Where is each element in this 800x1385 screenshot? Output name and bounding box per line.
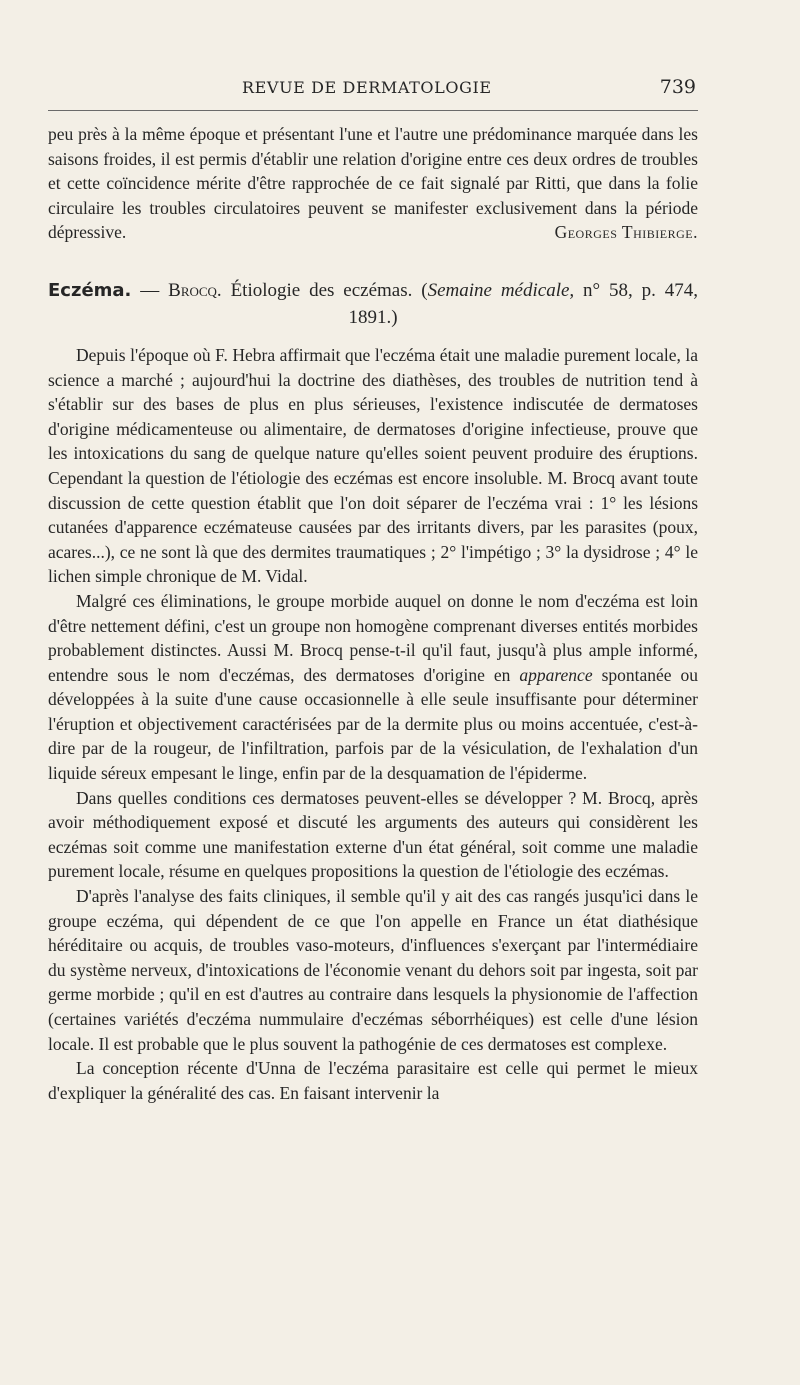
- page-number: 739: [659, 76, 696, 98]
- heading-dash: —: [140, 279, 160, 301]
- paragraph-2-end: spontanée ou développées à la suite d'une cause occasionnelle à elle seule insuffisante pour déterminer l'éruption et objectivement caractérisées par de la dermite plus ou moins accentuée, c'est-à-dire par de la rougeur, de l'infiltration, parfois par de la vésiculation, de l'exhalation d'un liquide séreux empesant le linge, enfin par de la desquamation de l'épiderme.: [48, 664, 699, 784]
- paragraph-3: Dans quelles conditions ces dermatoses peuvent-elles se développer ? M. Brocq, après avoir méthodiquement exposé et discuté les arguments des auteurs qui considèrent les eczémas soit comme une manifestation externe d'un état général, soit comme une maladie purement locale, résume en quelques propositions la question de l'étiologie des eczémas.: [48, 787, 698, 882]
- section-label: Eczéma.: [48, 279, 132, 301]
- paragraph-2-start: Malgré ces éliminations, le groupe morbide auquel on donne le nom d'eczéma est loin d'être nettement défini, c'est un groupe non homogène comprenant diverses entités morbides probablement distinctes. Aussi M. Brocq pense-t-il qu'il faut, jusqu'à plus ample informé, entendre sous le nom d'eczémas, des dermatoses d'origine en: [48, 590, 698, 685]
- previous-article-paragraph: peu près à la même époque et présentant l'une et l'autre une prédominance marquée dans les saisons froides, il est permis d'établir une relation d'origine entre ces deux ordres de troubles et cette coïncidence mérite d'être rapprochée de ce fait signalé par Ritti, que dans la folie circulaire les troubles circulatoires peuvent se manifester exclusivement dans la période dépressive.: [48, 124, 698, 243]
- paragraph-1: Depuis l'époque où F. Hebra affirmait que l'eczéma était une maladie purement locale, la science a marché ; aujourd'hui la doctrine des diathèses, des troubles de nutrition tend à s'établir sur des bases de plus en plus sérieuses, l'existence indiscutée de dermatoses d'origine médicamenteuse ou alimentaire, de dermatoses d'origine infectieuse, prouve que les intoxications du sang de quelque nature qu'elles soient peuvent produire des éruptions. Cependant la question de l'étiologie des eczémas est encore insoluble. M. Brocq avant toute discussion de cette question établit que l'on doit séparer de l'eczéma vrai : 1° les lésions cutanées d'apparence eczémateuse causées par des irritants divers, par les parasites (poux, acares...), ce ne sont là que des dermites traumatiques ; 2° l'impétigo ; 3° la dysidrose ; 4° le lichen simple chronique de M. Vidal.: [48, 344, 698, 587]
- citation-details: n° 58, p. 474, 1891.): [348, 279, 699, 328]
- running-title: REVUE DE DERMATOLOGIE: [242, 78, 492, 97]
- page: [48, 0, 698, 1385]
- running-head: [48, 74, 698, 104]
- header-rule: [48, 110, 698, 111]
- article-body: [48, 343, 698, 1105]
- journal-name: Semaine médicale,: [427, 279, 575, 301]
- article-heading: [48, 277, 698, 331]
- emphasized-word: apparence: [519, 664, 593, 685]
- article-title: Étiologie des eczémas.: [230, 279, 413, 301]
- paragraph-4: D'après l'analyse des faits cliniques, il semble qu'il y ait des cas rangés jusqu'ici dans le groupe eczéma, qui dépendent de ce que l'on appelle en France un état diathésique héréditaire ou acquis, de troubles vaso-moteurs, d'influences s'exerçant par l'intermédiaire du système nerveux, d'intoxications de l'économie venant du dehors soit par ingesta, soit par germe morbide ; qu'il en est d'autres au contraire dans lesquels la physionomie de l'affection (certaines variétés d'eczéma nummulaire d'eczémas séborrhéiques) est celle d'une lésion locale. Il est probable que le plus souvent la pathogénie de ces dermatoses est complexe.: [48, 886, 698, 1054]
- author-signature: Georges Thibierge.: [554, 222, 698, 243]
- paragraph-5: La conception récente d'Unna de l'eczéma parasitaire est celle qui permet le mieux d'expliquer la généralité des cas. En faisant intervenir la: [48, 1058, 698, 1103]
- paragraph-2: [48, 589, 698, 786]
- previous-article-text: [48, 122, 698, 245]
- citation-open: (: [421, 279, 428, 301]
- page-body: [48, 122, 698, 1105]
- article-author: Brocq.: [168, 279, 222, 301]
